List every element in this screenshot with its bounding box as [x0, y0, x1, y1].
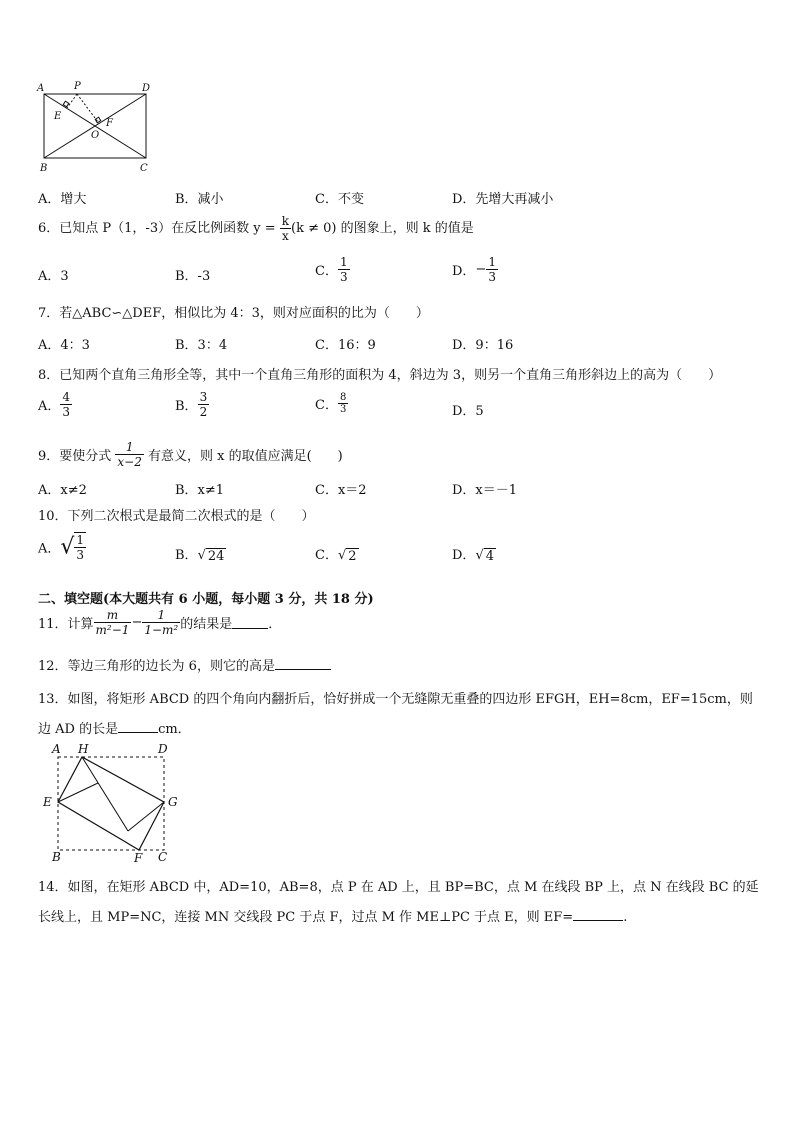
label-b: B: [52, 850, 61, 864]
q9-option-b: B．x≠1: [175, 483, 225, 498]
q6-option-d: D．− $\frac{1}{3}$: [452, 255, 496, 284]
q5-option-d: D．先增大再减小: [452, 192, 554, 207]
label-c: C: [158, 850, 168, 864]
section-2-title: 二、填空题(本大题共有 6 小题，每小题 3 分，共 18 分): [38, 592, 374, 607]
q10-stem: 10．下列二次根式是最简二次根式的是（ ）: [38, 509, 315, 524]
q9-option-a: A．x≠2: [38, 483, 87, 498]
q6-stem: 6．已知点 P（1，-3）在反比例函数 y = $\frac{k}{x}$ (k ≠ 0) 的图象上，则 k 的值是: [38, 214, 474, 243]
q10-option-c: C．√ 2: [315, 548, 357, 564]
label-a: A: [37, 83, 45, 94]
label-f: F: [106, 118, 113, 129]
label-d: D: [142, 83, 151, 94]
q8-stem: 8．已知两个直角三角形全等，其中一个直角三角形的面积为 4，斜边为 3，则另一个直角三角形斜边上的高为（ ）: [38, 368, 722, 383]
q13-line2: 边 AD 的长是 cm．: [38, 722, 191, 737]
q6-option-c: C． $\frac{1}{3}$: [315, 255, 348, 284]
rectangle-figure-q5: [36, 80, 156, 175]
q7-option-d: D．9：16: [452, 338, 514, 353]
fold-line-3: [128, 802, 164, 831]
label-g: G: [168, 795, 178, 809]
q11-stem: 11．计算 $\frac{m}{\text{m²−1}}$ − $\frac{1}{\text{1−m²}}$ 的结果是 ．: [38, 608, 282, 637]
q7-option-c: C．16：9: [315, 338, 376, 353]
label-p: P: [74, 81, 81, 92]
q12-stem: 12．等边三角形的边长为 6，则它的高是: [38, 655, 331, 674]
label-b: B: [40, 163, 48, 174]
label-a: A: [52, 742, 61, 756]
q8-option-b: B． $\frac{3}{2}$: [175, 390, 208, 419]
label-d: D: [158, 742, 168, 756]
label-c: C: [140, 163, 148, 174]
q9-option-c: C．x＝2: [315, 483, 367, 498]
q10-option-b: B．√ 24: [175, 548, 225, 564]
q13-line1: 13．如图，将矩形 ABCD 的四个角向内翻折后，恰好拼成一个无缝隙无重叠的四边形 EFGH，EH=8cm，EF=15cm，则: [38, 692, 753, 707]
folded-rectangle-figure-q13: [40, 740, 190, 865]
q6-option-b: B．-3: [175, 269, 211, 284]
q8-option-d: D．5: [452, 404, 484, 419]
q7-option-a: A．4：3: [38, 338, 90, 353]
q5-option-b: B．减小: [175, 192, 224, 207]
label-f: F: [134, 851, 143, 865]
q10-option-a: A．√ $\frac{1}{3}$: [38, 533, 85, 562]
q5-option-a: A．增大: [38, 192, 87, 207]
q8-option-a: A． $\frac{4}{3}$: [38, 390, 71, 419]
q9-stem: 9．要使分式 $\frac{1}{x-2}$ 有意义，则 x 的取值应满足( ): [38, 440, 343, 469]
label-h: H: [78, 742, 89, 756]
fold-line-2: [58, 783, 98, 802]
q14-line2: 长线上，且 MP=NC，连接 MN 交线段 PC 于点 F，过点 M 作 ME⊥PC 于点 E，则 EF= .: [38, 910, 628, 925]
q7-option-b: B．3：4: [175, 338, 228, 353]
label-o: O: [91, 130, 100, 141]
q5-option-c: C．不变: [315, 192, 364, 207]
q6-option-a: A．3: [38, 269, 69, 284]
right-angle-f: [95, 117, 101, 123]
segment-pe: [67, 94, 77, 108]
q14-line1: 14．如图，在矩形 ABCD 中，AD=10，AB=8，点 P 在 AD 上，且 BP=BC，点 M 在线段 BP 上，点 N 在线段 BC 的延: [38, 880, 759, 895]
q10-option-d: D．√ 4: [452, 548, 495, 564]
q7-stem: 7．若△ABC∽△DEF，相似比为 4：3，则对应面积的比为（ ）: [38, 306, 429, 321]
label-e: E: [43, 795, 52, 809]
label-e: E: [54, 111, 62, 122]
q8-option-c: C． $\frac{8}{3}$: [315, 392, 347, 415]
segment-pf: [77, 94, 98, 122]
right-angle-e: [63, 101, 69, 107]
q9-option-d: D．x＝－1: [452, 483, 518, 498]
